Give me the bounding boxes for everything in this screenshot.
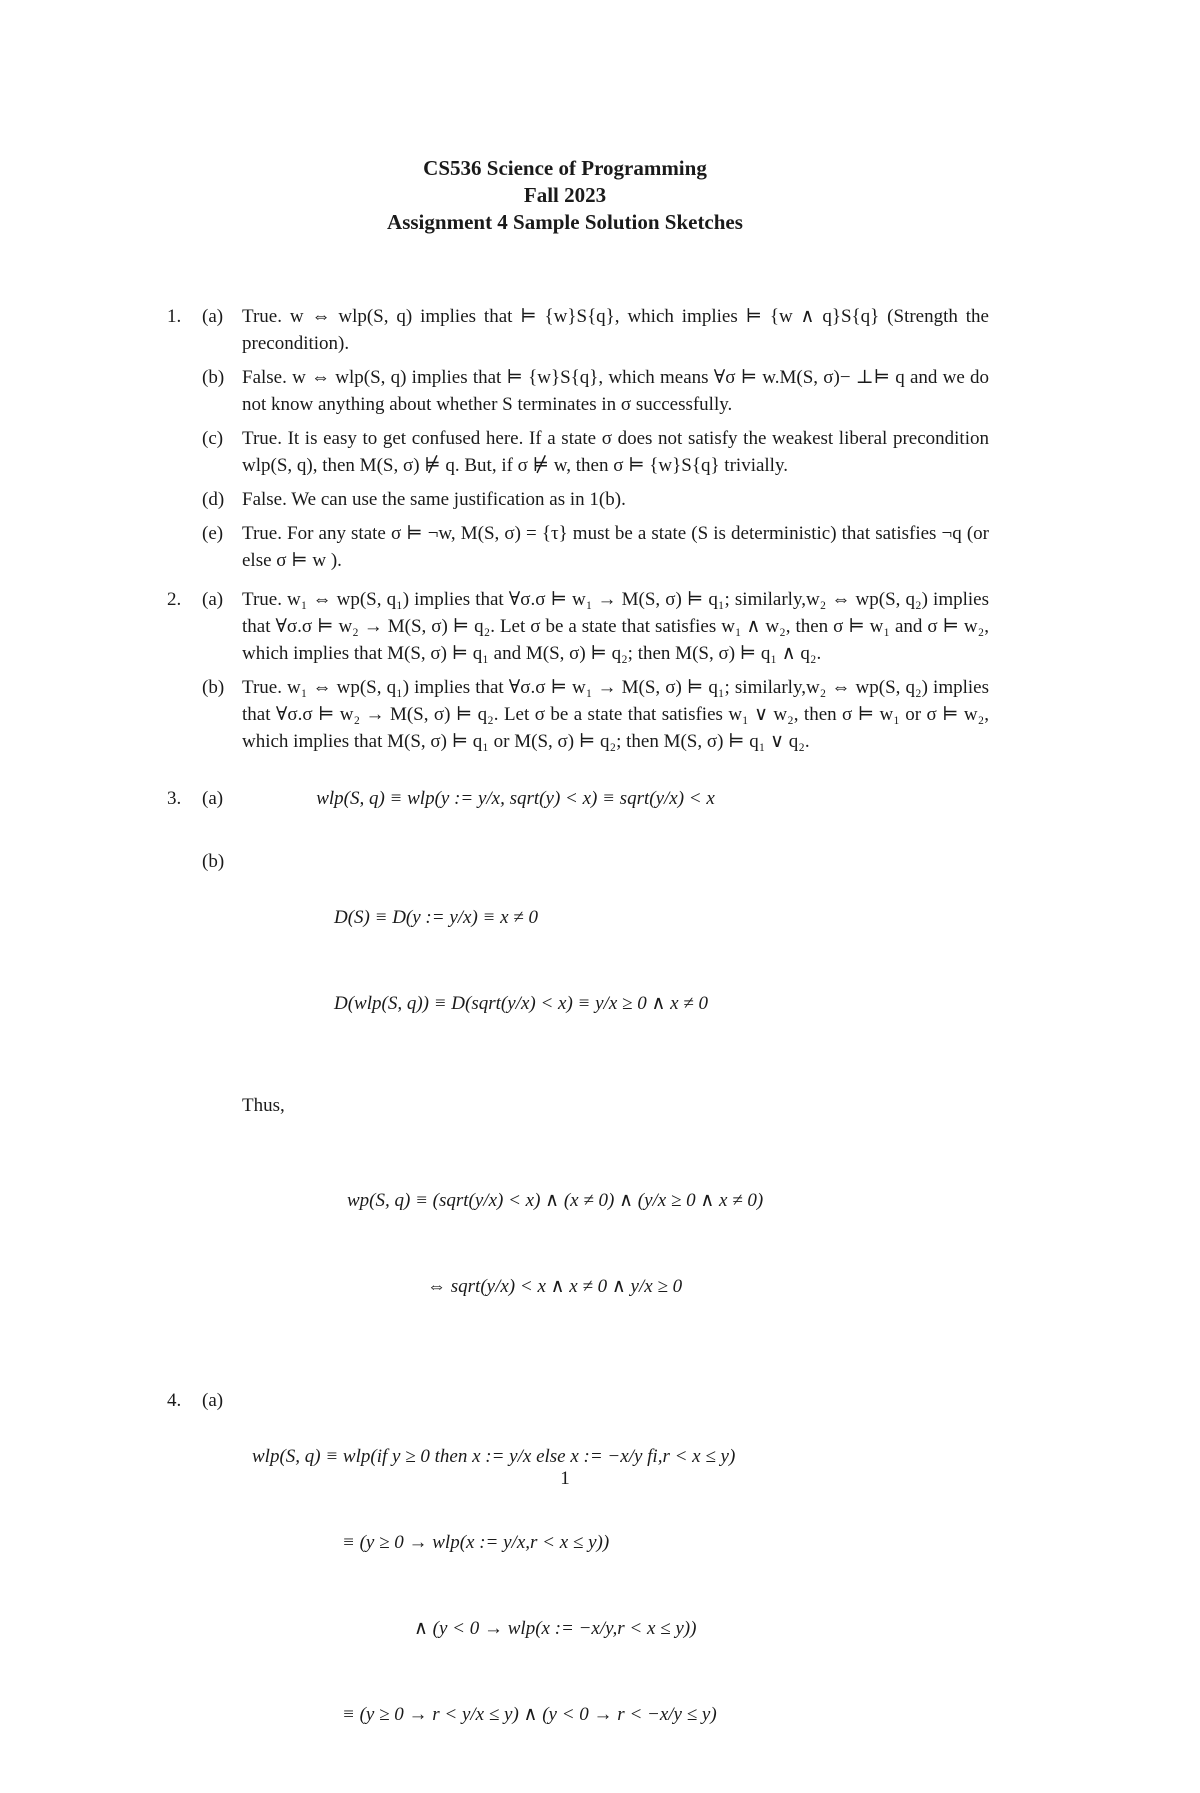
question-1: [167, 303, 989, 574]
assignment-title: Assignment 4 Sample Solution Sketches: [387, 210, 743, 234]
answer-2a: [202, 586, 989, 667]
wp-equation: wp(S, q) ≡ (sqrt(y/x) < x) ∧ (x ≠ 0) ∧ (y/x ≥ 0 ∧ x ≠ 0): [347, 1190, 764, 1211]
answer-1c: [202, 425, 989, 479]
answer-label: (a): [202, 788, 224, 809]
wp-equations: [347, 1131, 989, 1357]
answer-text: True. For any state σ ⊨ ¬w, M(S, σ) = {τ} must be a state (S is deterministic) that satisfies ¬q (or else σ ⊨ w ).: [242, 523, 989, 571]
answer-text: True. It is easy to get confused here. If a state σ does not satisfy the weakest liberal precondition wlp(S, q), then M(S, σ) ⊭ q. But, if σ ⊭ w, then σ ⊨ {w}S{q} trivially.: [242, 428, 989, 476]
question-number: 4.: [167, 1390, 182, 1411]
wlp-equation: wlp(S, q) ≡ wlp(y := y/x, sqrt(y) < x) ≡ sqrt(y/x) < x: [316, 788, 715, 809]
document-header: [0, 155, 1130, 236]
derivation-step: ≡ (y ≥ 0 → r < y/x ≤ y) ∧ (y < 0 → r < −x/y ≤ y): [342, 1704, 717, 1725]
answer-1a: [202, 303, 989, 357]
answer-text: False. w ⇔ wlp(S, q) implies that ⊨ {w}S{q}, which means ∀σ ⊨ w.M(S, σ)− ⊥⊨ q and we do not know anything about whether S terminates in σ successfully.: [242, 367, 989, 415]
thus-label: Thus,: [242, 1095, 285, 1116]
answer-text: False. We can use the same justification as in 1(b).: [242, 489, 626, 510]
derivation-step: ≡ (y ≥ 0 → wlp(x := y/x,r < x ≤ y)): [342, 1532, 610, 1553]
answer-2b: [202, 674, 989, 755]
derivation-step: wlp(S, q) ≡ wlp(if y ≥ 0 then x := y/x else x := −x/y fi,r < x ≤ y): [252, 1446, 736, 1467]
answer-1e: [202, 520, 989, 574]
definedness-equations: [334, 848, 989, 1074]
definedness-equation: D(S) ≡ D(y := y/x) ≡ x ≠ 0: [334, 907, 538, 928]
answer-3b: [202, 848, 989, 1074]
solutions-body: [167, 303, 989, 1793]
answer-label: (a): [202, 306, 224, 327]
answer-text: True. w ⇔ wlp(S, q) implies that ⊨ {w}S{q}, which implies ⊨ {w ∧ q}S{q} (Strength the precondition).: [242, 306, 989, 354]
answer-label: (b): [202, 367, 225, 388]
answer-label: (a): [202, 1390, 224, 1411]
course-title: CS536 Science of Programming: [423, 156, 707, 180]
answer-1d: [202, 486, 989, 513]
question-3: [167, 785, 989, 1357]
answer-1b: [202, 364, 989, 418]
answer-3a: [202, 785, 989, 812]
wlp-derivation: [252, 1387, 989, 1785]
answer-label: (b): [202, 677, 225, 698]
page-number: 1: [560, 1468, 570, 1489]
question-2: [167, 586, 989, 755]
answer-label: (b): [202, 851, 225, 872]
question-number: 2.: [167, 589, 182, 610]
answer-4a: [202, 1387, 989, 1785]
answer-label: (e): [202, 523, 224, 544]
question-number: 1.: [167, 306, 182, 327]
question-number: 3.: [167, 788, 182, 809]
answer-text: True. w₁ ⇔ wp(S, q₁) implies that ∀σ.σ ⊨ w₁ → M(S, σ) ⊨ q₁; similarly,w₂ ⇔ wp(S, q₂) implies that ∀σ.σ ⊨ w₂ → M(S, σ) ⊨ q₂. Let σ be a state that satisfies w₁ ∨ w₂, then σ ⊨ w₁ or σ ⊨ w₂, which implies that M(S, σ) ⊨ q₁ or M(S, σ) ⊨ q₂; then M(S, σ) ⊨ q₁ ∨ q₂.: [242, 677, 989, 752]
answer-label: (a): [202, 589, 224, 610]
definedness-equation: D(wlp(S, q)) ≡ D(sqrt(y/x) < x) ≡ y/x ≥ 0 ∧ x ≠ 0: [334, 993, 708, 1014]
answer-label: (d): [202, 489, 225, 510]
derivation-step: ∧ (y < 0 → wlp(x := −x/y,r < x ≤ y)): [414, 1618, 697, 1639]
wp-equation: ⇔ sqrt(y/x) < x ∧ x ≠ 0 ∧ y/x ≥ 0: [427, 1276, 683, 1297]
answer-text: True. w₁ ⇔ wp(S, q₁) implies that ∀σ.σ ⊨ w₁ → M(S, σ) ⊨ q₁; similarly,w₂ ⇔ wp(S, q₂) implies that ∀σ.σ ⊨ w₂ → M(S, σ) ⊨ q₂. Let σ be a state that satisfies w₁ ∧ w₂, then σ ⊨ w₁ and σ ⊨ w₂, which implies that M(S, σ) ⊨ q₁ and M(S, σ) ⊨ q₂; then M(S, σ) ⊨ q₁ ∧ q₂.: [242, 589, 989, 664]
answer-label: (c): [202, 428, 224, 449]
question-4: [167, 1387, 989, 1785]
term: Fall 2023: [523, 183, 607, 207]
